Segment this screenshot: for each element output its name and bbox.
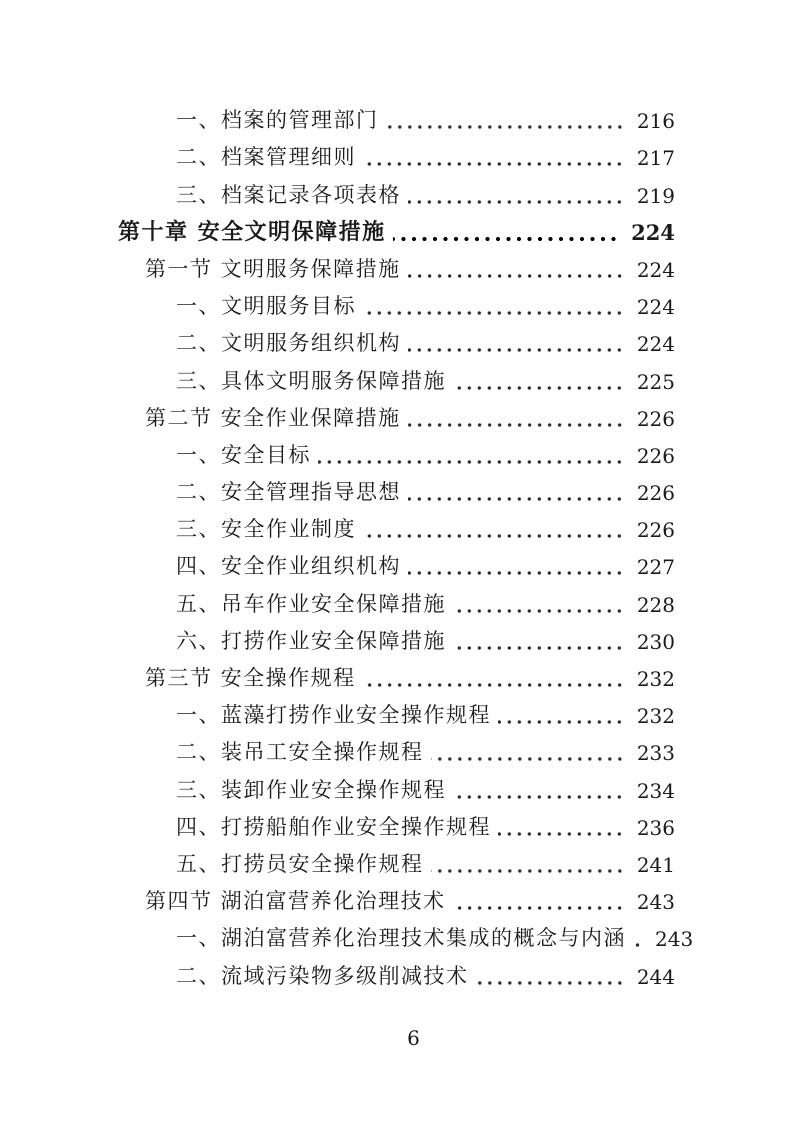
toc-entry-item — [118, 954, 675, 991]
toc-entry-item — [118, 471, 675, 508]
toc-entry-item — [118, 359, 675, 396]
toc-entry-page-number: 226 — [636, 443, 675, 468]
dot-leader — [476, 980, 627, 986]
dot-leader — [408, 273, 627, 279]
toc-entry-page-number: 244 — [636, 964, 675, 989]
toc-entry-page-number: 226 — [636, 518, 675, 543]
toc-entry-page-number: 226 — [636, 481, 675, 506]
page-footer — [34, 1026, 793, 1050]
dot-leader — [363, 682, 627, 688]
toc-entry-item — [118, 434, 675, 471]
dot-leader — [408, 496, 627, 502]
toc-entry-label: 三、装卸作业安全操作规程 — [176, 777, 446, 802]
toc-entry-item — [118, 917, 694, 954]
toc-entry-label: 一、蓝藻打捞作业安全操作规程 — [176, 703, 491, 728]
toc-entry-page-number: 224 — [636, 295, 675, 320]
toc-entry-page-number: 216 — [636, 109, 675, 134]
toc-entry-page-number: 219 — [636, 183, 675, 208]
toc-entry-label: 一、安全目标 — [176, 442, 311, 467]
toc-entry-label: 一、文明服务目标 — [176, 294, 356, 319]
toc-entry-section — [118, 397, 675, 434]
dot-leader — [498, 719, 627, 725]
toc-entry-page-number: 227 — [636, 555, 675, 580]
dot-leader — [498, 831, 627, 837]
toc-entry-label: 二、装吊工安全操作规程 — [176, 740, 424, 765]
dot-leader — [453, 794, 627, 800]
toc-entry-page-number: 232 — [636, 667, 675, 691]
dot-leader — [393, 236, 621, 242]
toc-entry-page-number: 236 — [636, 815, 675, 840]
toc-entry-item — [118, 731, 675, 768]
toc-entry-item — [118, 285, 675, 322]
dot-leader — [453, 645, 627, 651]
dot-leader — [453, 608, 627, 614]
toc-entry-page-number: 243 — [636, 890, 675, 915]
toc-entry-item — [118, 508, 675, 545]
toc-entry-item — [118, 768, 675, 805]
footer-page-number: 6 — [407, 1026, 420, 1050]
dot-leader — [453, 905, 627, 911]
toc-entry-label: 三、具体文明服务保障措施 — [176, 368, 446, 393]
dot-leader — [633, 942, 645, 948]
toc-entry-label: 一、湖泊富营养化治理技术集成的概念与内涵 — [176, 926, 626, 951]
toc-entry-item — [118, 843, 675, 880]
dot-leader — [431, 868, 627, 874]
toc-entry-page-number: 230 — [636, 629, 675, 654]
dot-leader — [408, 422, 627, 428]
dot-leader — [453, 385, 627, 391]
toc-entry-page-number: 241 — [636, 852, 675, 877]
toc-entry-page-number: 228 — [636, 592, 675, 617]
dot-leader — [318, 459, 627, 465]
toc-entry-label: 第二节 安全作业保障措施 — [145, 405, 401, 430]
toc-entry-label: 第三节 安全操作规程 — [145, 666, 356, 690]
toc-entry-item — [118, 136, 675, 173]
dot-leader — [363, 310, 627, 316]
toc-entry-label: 二、档案管理细则 — [176, 145, 356, 170]
toc-entry-page-number: 243 — [655, 927, 694, 952]
toc-entry-item — [118, 620, 675, 657]
toc-entry-page-number: 232 — [636, 704, 675, 729]
toc-entry-label: 第一节 文明服务保障措施 — [145, 256, 401, 281]
toc-entry-label: 二、文明服务组织机构 — [176, 331, 401, 356]
toc-entry-page-number: 234 — [636, 778, 675, 803]
toc-entry-item — [118, 545, 675, 582]
toc-entry-page-number: 224 — [636, 257, 675, 282]
dot-leader — [408, 347, 627, 353]
toc-entry-item — [118, 173, 675, 210]
table-of-contents — [118, 99, 694, 992]
toc-entry-label: 三、档案记录各项表格 — [176, 182, 401, 207]
toc-entry-label: 二、流域污染物多级削减技术 — [176, 963, 469, 988]
toc-entry-section — [118, 657, 675, 694]
dot-leader — [386, 124, 627, 130]
toc-entry-item — [118, 99, 675, 136]
dot-leader — [363, 161, 627, 167]
toc-entry-item — [118, 582, 675, 619]
toc-entry-label: 三、安全作业制度 — [176, 517, 356, 542]
toc-entry-label: 第十章 安全文明保障措施 — [118, 218, 386, 245]
toc-entry-page-number: 233 — [636, 741, 675, 766]
toc-entry-label: 五、打捞员安全操作规程 — [176, 851, 424, 876]
toc-entry-page-number: 226 — [636, 406, 675, 431]
toc-entry-item — [118, 694, 675, 731]
toc-entry-label: 六、打捞作业安全保障措施 — [176, 628, 446, 653]
toc-entry-label: 第四节 湖泊富营养化治理技术 — [145, 889, 446, 914]
toc-entry-page-number: 224 — [631, 219, 675, 245]
toc-entry-page-number: 217 — [636, 146, 675, 171]
toc-entry-label: 五、吊车作业安全保障措施 — [176, 591, 446, 616]
toc-entry-item — [118, 806, 675, 843]
toc-entry-section — [118, 880, 675, 917]
toc-entry-item — [118, 322, 675, 359]
toc-entry-chapter — [118, 211, 675, 248]
dot-leader — [431, 756, 627, 762]
dot-leader — [408, 199, 627, 205]
toc-entry-page-number: 225 — [636, 369, 675, 394]
toc-entry-label: 一、档案的管理部门 — [176, 108, 379, 133]
dot-leader — [408, 570, 627, 576]
toc-entry-section — [118, 248, 675, 285]
toc-entry-page-number: 224 — [636, 332, 675, 357]
dot-leader — [363, 533, 627, 539]
toc-entry-label: 四、打捞船舶作业安全操作规程 — [176, 814, 491, 839]
toc-entry-label: 二、安全管理指导思想 — [176, 480, 401, 505]
toc-entry-label: 四、安全作业组织机构 — [176, 554, 401, 579]
